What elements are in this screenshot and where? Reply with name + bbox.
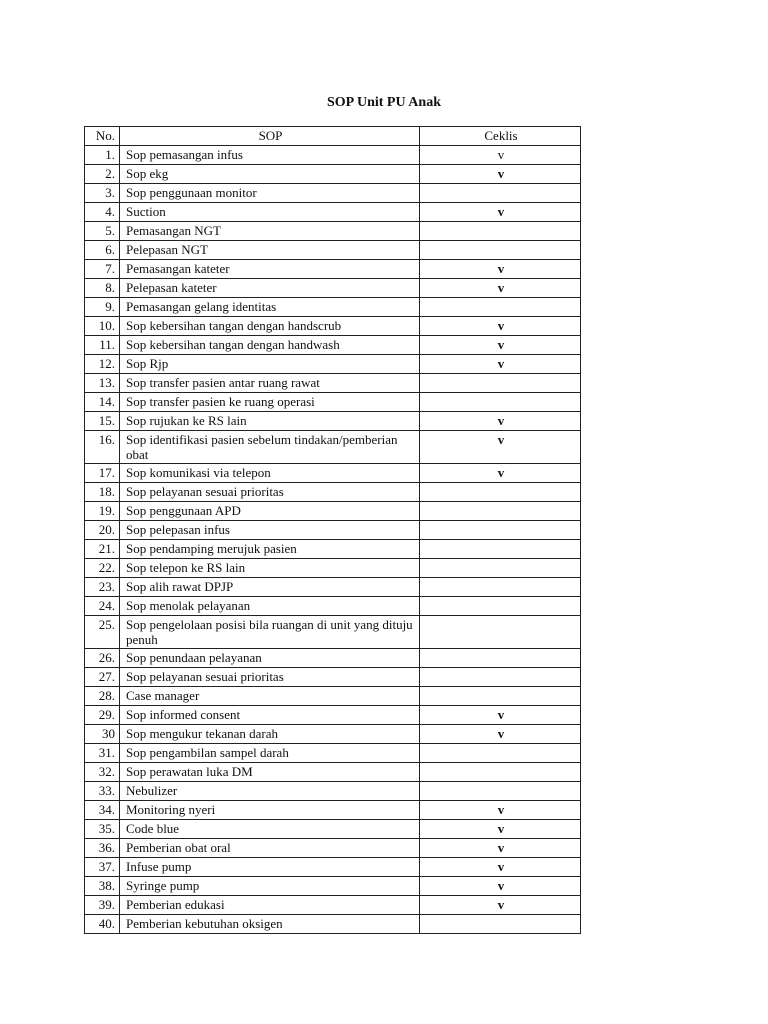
check-mark: v [497,318,505,333]
table-row [85,540,581,559]
row-sop-name: Sop mengukur tekanan darah [120,725,420,744]
row-sop-name: Pemasangan NGT [120,222,420,241]
row-sop-name: Sop Rjp [120,355,420,374]
table-body [85,146,581,934]
row-sop-name: Pemberian edukasi [120,896,420,915]
row-sop-name: Sop pemasangan infus [120,146,420,165]
table-row [85,431,581,464]
table-row [85,241,581,260]
header-no: No. [85,127,120,146]
row-check-cell [420,597,581,616]
row-number: 36. [85,839,120,858]
table-row [85,393,581,412]
check-mark: v [497,821,505,836]
table-row [85,317,581,336]
row-sop-name: Sop pelayanan sesuai prioritas [120,668,420,687]
table-row [85,222,581,241]
row-sop-name: Sop pendamping merujuk pasien [120,540,420,559]
document-title: SOP Unit PU Anak [327,95,441,110]
check-mark: v [497,261,505,276]
row-number: 12. [85,355,120,374]
row-number: 29. [85,706,120,725]
row-check-cell [420,298,581,317]
row-sop-name: Sop transfer pasien ke ruang operasi [120,393,420,412]
table-row [85,521,581,540]
row-number: 2. [85,165,120,184]
row-sop-name: Code blue [120,820,420,839]
row-sop-name: Sop kebersihan tangan dengan handwash [120,336,420,355]
table-row [85,839,581,858]
table-row [85,744,581,763]
row-check-cell [420,483,581,502]
row-check-cell [420,782,581,801]
row-sop-name: Sop pelayanan sesuai prioritas [120,483,420,502]
table-row [85,578,581,597]
row-check-cell [420,540,581,559]
row-check-cell [420,896,581,915]
table-row [85,706,581,725]
sop-table [84,126,581,934]
check-mark: v [497,465,505,480]
row-check-cell [420,706,581,725]
row-check-cell [420,165,581,184]
row-number: 18. [85,483,120,502]
row-check-cell [420,374,581,393]
row-number: 27. [85,668,120,687]
row-check-cell [420,744,581,763]
row-check-cell [420,687,581,706]
table-row [85,559,581,578]
row-number: 8. [85,279,120,298]
row-number: 32. [85,763,120,782]
check-mark: v [497,707,505,722]
table-row [85,877,581,896]
table-row [85,464,581,483]
row-sop-name: Pemberian obat oral [120,839,420,858]
check-mark: v [497,859,505,874]
table-row [85,763,581,782]
header-sop: SOP [120,127,420,146]
table-row [85,355,581,374]
row-sop-name: Infuse pump [120,858,420,877]
row-check-cell [420,279,581,298]
row-number: 1. [85,146,120,165]
table-row [85,412,581,431]
row-number: 11. [85,336,120,355]
table-row [85,298,581,317]
row-check-cell [420,184,581,203]
row-check-cell [420,839,581,858]
row-check-cell [420,336,581,355]
table-header-row [85,127,581,146]
row-sop-name: Sop pelepasan infus [120,521,420,540]
table-row [85,687,581,706]
check-mark: v [497,726,505,741]
row-check-cell [420,801,581,820]
row-sop-name: Pelepasan kateter [120,279,420,298]
row-check-cell [420,668,581,687]
table-row [85,915,581,934]
table-row [85,725,581,744]
row-check-cell [420,317,581,336]
row-number: 23. [85,578,120,597]
row-sop-name: Sop identifikasi pasien sebelum tindakan/pemberian obat [120,431,420,464]
table-row [85,146,581,165]
row-number: 14. [85,393,120,412]
check-mark: v [497,356,505,371]
row-number: 34. [85,801,120,820]
row-number: 25. [85,616,120,649]
check-mark: v [497,802,505,817]
row-check-cell [420,146,581,165]
row-check-cell [420,355,581,374]
row-sop-name: Pelepasan NGT [120,241,420,260]
row-sop-name: Pemasangan gelang identitas [120,298,420,317]
row-check-cell [420,260,581,279]
row-check-cell [420,222,581,241]
table-row [85,502,581,521]
table-row [85,896,581,915]
row-number: 35. [85,820,120,839]
row-number: 16. [85,431,120,464]
table-row [85,279,581,298]
row-sop-name: Sop pengambilan sampel darah [120,744,420,763]
row-number: 24. [85,597,120,616]
row-number: 40. [85,915,120,934]
row-check-cell [420,559,581,578]
check-mark: v [497,280,505,295]
table-row [85,820,581,839]
table-row [85,184,581,203]
check-mark: v [497,147,505,162]
row-number: 3. [85,184,120,203]
row-sop-name: Sop telepon ke RS lain [120,559,420,578]
row-number: 37. [85,858,120,877]
table-row [85,782,581,801]
table-row [85,597,581,616]
row-number: 39. [85,896,120,915]
row-check-cell [420,877,581,896]
row-number: 9. [85,298,120,317]
check-mark: v [497,166,505,181]
table-row [85,668,581,687]
row-sop-name: Sop komunikasi via telepon [120,464,420,483]
row-sop-name: Sop penggunaan monitor [120,184,420,203]
table-row [85,374,581,393]
table-row [85,649,581,668]
row-sop-name: Nebulizer [120,782,420,801]
row-sop-name: Sop penundaan pelayanan [120,649,420,668]
row-check-cell [420,649,581,668]
row-check-cell [420,616,581,649]
row-sop-name: Sop informed consent [120,706,420,725]
row-sop-name: Sop transfer pasien antar ruang rawat [120,374,420,393]
row-sop-name: Case manager [120,687,420,706]
row-number: 20. [85,521,120,540]
row-number: 4. [85,203,120,222]
row-number: 38. [85,877,120,896]
check-mark: v [497,897,505,912]
row-check-cell [420,763,581,782]
row-sop-name: Sop alih rawat DPJP [120,578,420,597]
row-number: 28. [85,687,120,706]
row-number: 22. [85,559,120,578]
row-number: 21. [85,540,120,559]
check-mark: v [497,204,505,219]
row-number: 31. [85,744,120,763]
check-mark: v [497,878,505,893]
row-check-cell [420,431,581,464]
table-row [85,483,581,502]
row-check-cell [420,578,581,597]
row-sop-name: Suction [120,203,420,222]
table-row [85,616,581,649]
row-sop-name: Sop menolak pelayanan [120,597,420,616]
row-check-cell [420,502,581,521]
row-check-cell [420,725,581,744]
row-sop-name: Syringe pump [120,877,420,896]
row-check-cell [420,241,581,260]
table-row [85,801,581,820]
row-check-cell [420,412,581,431]
row-sop-name: Sop perawatan luka DM [120,763,420,782]
row-sop-name: Sop rujukan ke RS lain [120,412,420,431]
row-check-cell [420,393,581,412]
table-row [85,165,581,184]
check-mark: v [497,432,505,447]
table-row [85,858,581,877]
row-sop-name: Sop pengelolaan posisi bila ruangan di unit yang dituju penuh [120,616,420,649]
table-row [85,260,581,279]
row-number: 13. [85,374,120,393]
row-number: 5. [85,222,120,241]
check-mark: v [497,840,505,855]
row-number: 15. [85,412,120,431]
row-check-cell [420,858,581,877]
row-check-cell [420,915,581,934]
row-number: 10. [85,317,120,336]
row-check-cell [420,820,581,839]
row-number: 19. [85,502,120,521]
row-check-cell [420,521,581,540]
header-check: Ceklis [420,127,581,146]
row-sop-name: Sop penggunaan APD [120,502,420,521]
row-number: 33. [85,782,120,801]
row-sop-name: Pemasangan kateter [120,260,420,279]
row-sop-name: Sop kebersihan tangan dengan handscrub [120,317,420,336]
row-number: 30 [85,725,120,744]
table-row [85,336,581,355]
row-check-cell [420,203,581,222]
row-number: 6. [85,241,120,260]
row-sop-name: Sop ekg [120,165,420,184]
row-number: 26. [85,649,120,668]
row-check-cell [420,464,581,483]
check-mark: v [497,413,505,428]
table-row [85,203,581,222]
row-number: 7. [85,260,120,279]
row-sop-name: Monitoring nyeri [120,801,420,820]
row-number: 17. [85,464,120,483]
row-sop-name: Pemberian kebutuhan oksigen [120,915,420,934]
check-mark: v [497,337,505,352]
